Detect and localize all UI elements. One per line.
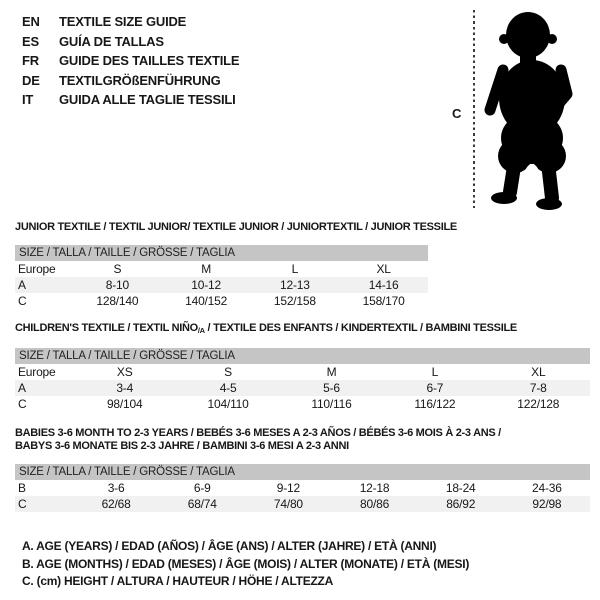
legend-line-b: B. AGE (MONTHS) / EDAD (MESES) / ÂGE (MOIS) / ALTER (MONATE) / ETÀ (MESI) [22, 556, 470, 571]
language-code: FR [22, 53, 39, 69]
table-row [15, 380, 590, 396]
row-label: Europe [18, 365, 56, 379]
legend-line-a: A. AGE (YEARS) / EDAD (AÑOS) / ÂGE (ANS) / ALTER (JAHRE) / ETÀ (ANNI) [22, 539, 437, 553]
junior-size-table-section [15, 221, 457, 309]
table-title-line: BABYS 3-6 MONATE BIS 2-3 JAHRE / BAMBINI 3-6 MESI A 2-3 ANNI [15, 440, 349, 452]
size-cell: 80/86 [360, 497, 390, 511]
size-cell: 74/80 [273, 497, 303, 511]
size-cell: XL [531, 365, 546, 379]
table-title: CHILDREN'S TEXTILE / TEXTIL $NIÑO_{/A}$ / TEXTILE DES ENFANTS / KINDERTEXTIL / BAMBINI TESSILE [15, 322, 517, 335]
table-row [15, 277, 428, 293]
size-cell: 86/92 [446, 497, 476, 511]
babies-size-table-section [15, 427, 590, 512]
language-code: IT [22, 92, 34, 108]
table-row [15, 261, 428, 277]
size-cell: 10-12 [191, 278, 221, 292]
row-label: C [18, 497, 27, 511]
language-code: ES [22, 33, 39, 49]
language-label: GUIDE DES TAILLES TEXTILE [59, 53, 240, 69]
measure-legend [22, 538, 469, 591]
table-title [15, 427, 590, 453]
language-row [22, 90, 239, 110]
language-row [22, 12, 239, 32]
size-cell: L [431, 365, 439, 379]
language-label: GUÍA DE TALLAS [59, 33, 164, 49]
size-cell: 4-5 [219, 381, 237, 395]
size-cell: 92/98 [532, 497, 562, 511]
measure-label-c: C [452, 106, 462, 121]
language-row [22, 32, 239, 52]
size-cell: 158/170 [362, 294, 405, 308]
size-cell: 3-6 [107, 481, 125, 495]
language-label: GUIDA ALLE TAGLIE TESSILI [59, 92, 236, 108]
size-cell: 6-9 [193, 481, 211, 495]
size-cell: 122/128 [517, 397, 560, 411]
language-label: TEXTILGRÖßENFÜHRUNG [59, 72, 221, 88]
size-cell: XS [116, 365, 133, 379]
subscript-a: /A [197, 326, 205, 335]
height-measure-dotted-line [473, 10, 475, 208]
language-title-list [22, 12, 239, 110]
table-title: JUNIOR TEXTILE / TEXTIL JUNIOR/ TEXTILE JUNIOR / JUNIORTEXTIL / JUNIOR TESSILE [15, 221, 457, 233]
language-row [22, 71, 239, 91]
size-cell: 12-13 [280, 278, 310, 292]
size-cell: 116/122 [414, 397, 456, 411]
size-cell: 8-10 [105, 278, 129, 292]
size-table [15, 480, 590, 512]
size-cell: 110/116 [311, 397, 352, 411]
size-cell: 14-16 [368, 278, 399, 292]
size-header-bar: SIZE / TALLA / TAILLE / GRÖSSE / TAGLIA [15, 348, 590, 364]
legend-line-c: C. (cm) HEIGHT / ALTURA / HAUTEUR / HÖHE / ALTEZZA [22, 574, 334, 588]
size-header-bar: SIZE / TALLA / TAILLE / GRÖSSE / TAGLIA [15, 464, 590, 480]
size-cell: 68/74 [187, 497, 217, 511]
language-code: EN [22, 14, 40, 29]
size-cell: 5-6 [323, 381, 340, 395]
size-cell: 3-4 [116, 381, 134, 395]
size-cell: 9-12 [276, 481, 300, 495]
language-label: TEXTILE SIZE GUIDE [59, 14, 187, 29]
size-cell: 12-18 [359, 481, 390, 495]
size-cell: 98/104 [106, 397, 143, 411]
size-cell: 152/158 [273, 294, 316, 308]
table-row [15, 480, 590, 496]
toddler-silhouette-icon [477, 8, 583, 210]
size-cell: 140/152 [185, 294, 228, 308]
row-label: C [18, 294, 27, 308]
size-cell: L [291, 262, 299, 276]
size-cell: 7-8 [529, 381, 547, 395]
table-row [15, 396, 590, 412]
table-row [15, 496, 590, 512]
size-cell: M [201, 262, 212, 276]
size-cell: S [224, 365, 232, 379]
table-row [15, 364, 590, 380]
size-cell: 104/110 [207, 397, 249, 411]
table-title-line: BABIES 3-6 MONTH TO 2-3 YEARS / BEBÉS 3-6 MESES A 2-3 AÑOS / BÉBÉS 3-6 MOIS À 2-3 ANS / [15, 427, 501, 439]
size-cell: XL [376, 262, 391, 276]
language-code: DE [22, 72, 40, 88]
size-cell: 18-24 [445, 481, 476, 495]
size-cell: M [326, 365, 337, 379]
row-label: A [18, 278, 26, 292]
language-row [22, 51, 239, 71]
row-label: A [18, 381, 26, 395]
size-header-bar: SIZE / TALLA / TAILLE / GRÖSSE / TAGLIA [15, 245, 428, 261]
row-label: B [18, 481, 26, 495]
size-cell: 128/140 [96, 294, 139, 308]
size-cell: 24-36 [532, 481, 562, 495]
children-size-table-section [15, 322, 590, 412]
size-cell: S [113, 262, 122, 276]
size-table [15, 364, 590, 412]
row-label: C [18, 397, 27, 411]
size-cell: 62/68 [101, 497, 131, 511]
size-cell: 6-7 [426, 381, 444, 395]
row-label: Europe [18, 262, 56, 276]
table-row [15, 293, 428, 309]
size-table [15, 261, 428, 309]
